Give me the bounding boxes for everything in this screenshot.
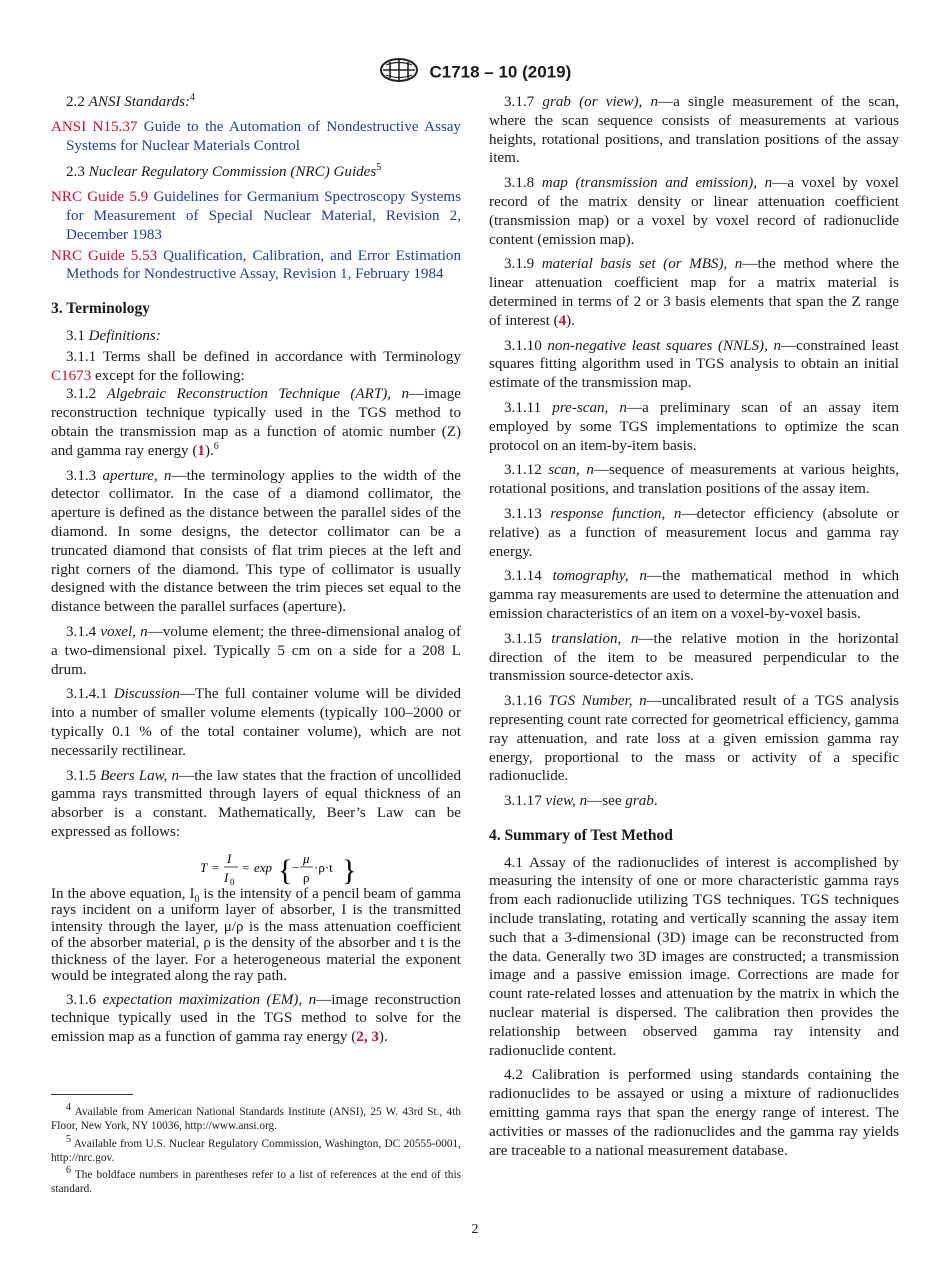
section-2-3: 2.3 Nuclear Regulatory Commission (NRC) Guides$^5$	[66, 162, 382, 181]
section-3-1-5: 3.1.5 Beers Law, n—the law states that the fraction of uncollided gamma rays transmitted through layers of equal thickness of an absorber is a constant. Mathematically, Beer’s Law can be expressed as follows:	[51, 767, 461, 840]
eq-tail: ·ρ·t	[314, 859, 333, 875]
eq-equals-1: =	[212, 859, 220, 875]
section-3-1: 3.1 Definitions:	[66, 327, 161, 344]
section-3-1-1: 3.1.1 Terms shall be defined in accordance with Terminology C1673 except for the following:	[51, 348, 461, 384]
section-3-1-8: 3.1.8 map (transmission and emission), n—a voxel by voxel record of the matrix density or linear attenuation coefficient (transmission map) or a voxel by voxel record of radionuclide content (emission map).	[489, 175, 899, 248]
section-3-1-3: 3.1.3 aperture, n—the terminology applies to the width of the detector collimator. In the case of a diamond collimator, the aperture is defined as the distance between the parallel sides of the diamond. In some designs, the detector collimator can be a truncated diamond that consists of flat trim pieces at the left and right corners of the diamond. This type of collimator is usually designed with the distance between the trim pieces set equal to the distance between the parallel surfaces (aperture).	[51, 467, 462, 616]
section-3-1-10: 3.1.10 non-negative least squares (NNLS), n—constrained least squares fitting algorithm used in TGS analysis to obtain an initial estimate of the transmission map.	[489, 337, 900, 392]
document-designation: C1718 – 10 (2019)	[429, 62, 572, 82]
ansi-title-link[interactable]: Guide to the Automation of Nondestructive Assay Systems for Nuclear Materials Control	[66, 118, 461, 154]
section-3-1-15: 3.1.15 translation, n—the relative motion in the horizontal direction of the item to be measured perpendicular to the transmission source-detector axis.	[489, 630, 900, 685]
section-3-1-4-1: 3.1.4.1 Discussion—The full container volume will be divided into a number of smaller volume elements (typically 100–2000 or typically 0.1 % of the total container volume), which are not necessarily rectilinear.	[51, 686, 461, 759]
footnote-5: $^5$ Available from U.S. Nuclear Regulatory Commission, Washington, DC 20555-0001, http://nrc.gov.	[51, 1133, 461, 1164]
ref-2-link[interactable]: 2	[356, 1029, 364, 1046]
section-3-1-17: 3.1.17 view, n—see grab.	[504, 793, 658, 810]
eq-T: T	[200, 859, 208, 875]
ref-4-link[interactable]: 4	[558, 312, 567, 329]
ansi-code-link[interactable]: ANSI N15.37	[51, 118, 138, 135]
section-3-1-9: 3.1.9 material basis set (or MBS), n—the method where the linear attenuation coefficient map for a matrix material is determined in terms of 2 or 3 basis elements that span the Z range of interest (4).	[489, 256, 899, 329]
left-column	[51, 93, 461, 1053]
nrc-guide-5-53[interactable]	[51, 247, 461, 285]
eq-exp: exp	[254, 859, 273, 875]
eq-sub-0: 0	[230, 876, 235, 887]
section-3-heading: 3. Terminology	[51, 300, 151, 318]
nrc-5-53-code-link[interactable]: NRC Guide 5.53	[51, 247, 158, 264]
section-3-1-6: 3.1.6 expectation maximization (EM), n—image reconstruction technique typically used in the TGS method to solve for the emission map as a function of gamma ray energy (2, 3).	[51, 991, 461, 1046]
footnote-4: $^4$ Available from American National Standards Institute (ANSI), 25 W. 43rd St., 4th Floor, New York, NY 10036, http://www.ansi.org.	[51, 1102, 461, 1133]
eq-minus: −	[292, 859, 300, 875]
beers-law-explanation: In the above equation, $I_0$ is the intensity of a pencil beam of gamma rays incident on a uniform layer of absorber, I is the transmitted intensity through the layer, μ/ρ is the mass attenuation coefficient of the absorber material, ρ is the density of the absorber and t is the thickness of the layer. For a heterogeneous material the exponent would be integrated along the ray path.	[51, 885, 461, 985]
right-column	[489, 93, 899, 1166]
section-3-1-7: 3.1.7 grab (or view), n—a single measurement of the scan, where the scan sequence consists of measurements at various heights, rotational positions, and translation positions of the assay item.	[489, 94, 899, 167]
page-number: 2	[471, 1222, 479, 1237]
section-4-1: 4.1 Assay of the radionuclides of interest is accomplished by measuring the intensity of one or more characteristic gamma rays from each radionuclide utilizing TGS techniques. TGS techniques include translating, rotating and vertically scanning the assay item such that a 3-dimensional (3D) image can be reconstructed from the data. Generally two 3D images are constructed; a transmission image and a passive emission image. Corrections are made for count rate-related losses and attenuation by the matrix in which the nuclear material is dispersed. The calibration then provides the relationship between observed gamma ray intensity and radionuclide content.	[489, 854, 899, 1059]
nrc-guide-5-9[interactable]	[51, 188, 461, 244]
eq-rho: ρ	[303, 869, 310, 885]
section-3-1-14: 3.1.14 tomography, n—the mathematical method in which gamma ray measurements are used to determine the attenuation and emission characteristics of an item on a voxel-by-voxel basis.	[489, 568, 900, 622]
section-3-1-4: 3.1.4 voxel, n—volume element; the three-dimensional analog of a two-dimensional pixel. Typically 5 cm on a side for a 208 L drum.	[51, 623, 461, 678]
eq-I0: I	[224, 869, 229, 885]
section-2-2: 2.2 ANSI Standards:$^4$	[66, 91, 195, 110]
c1673-link[interactable]: C1673	[51, 367, 92, 384]
ansi-reference[interactable]	[51, 118, 461, 156]
eq-mu: μ	[303, 850, 310, 866]
nrc-5-9-code-link[interactable]: NRC Guide 5.9	[51, 189, 149, 206]
section-4-2: 4.2 Calibration is performed using standards containing the radionuclides to be assayed or using a mixture of radionuclides emitting gamma rays that span the energy range of interest. The activities or masses of the radionuclides and the gamma ray yields are traceable to a national measurement database.	[489, 1067, 899, 1159]
section-3-1-11: 3.1.11 pre-scan, n—a preliminary scan of an assay item employed by some TGS implementations to optimize the scan protocol on an item-by-item basis.	[489, 399, 899, 454]
footnote-divider	[51, 1094, 133, 1095]
ref-3-link[interactable]: 3	[371, 1029, 379, 1046]
eq-equals-2: =	[242, 859, 250, 875]
section-4-heading: 4. Summary of Test Method	[489, 826, 673, 844]
section-3-1-2: 3.1.2 Algebraic Reconstruction Technique (ART), n—image reconstruction technique typically used in the TGS method to obtain the transmission map as a function of atomic number (Z) and gamma ray energy (1).$^6$	[51, 386, 461, 459]
nrc-5-9-title-link[interactable]: Guidelines for Germanium Spectroscopy Systems for Measurement of Special Nuclear Material, Revision 2, December 1983	[66, 189, 462, 243]
nrc-5-53-title-link[interactable]: Qualification, Calibration, and Error Estimation Methods for Nondestructive Assay, Revision 1, February 1984	[66, 247, 461, 283]
eq-I: I	[227, 850, 232, 866]
ref-1-link[interactable]: 1	[197, 442, 205, 459]
eq-right-brace: }	[342, 853, 356, 887]
beers-law-equation	[91, 846, 461, 886]
section-3-1-12: 3.1.12 scan, n—sequence of measurements at various heights, rotational positions, and translation positions of the assay item.	[489, 462, 899, 498]
page-header	[0, 57, 950, 88]
footnote-6: $^6$ The boldface numbers in parentheses refer to a list of references at the end of this standard.	[51, 1165, 461, 1196]
astm-logo-icon	[379, 57, 419, 88]
footnotes	[51, 1102, 461, 1200]
eq-left-brace: {	[278, 853, 293, 887]
section-3-1-16: 3.1.16 TGS Number, n—uncalibrated result of a TGS analysis representing count rate corrected for geometrical efficiency, gamma ray attenuation, and rate loss at a given emission gamma ray energy, proportional to the mass or activity of a specific radionuclide.	[489, 693, 900, 785]
section-3-1-13: 3.1.13 response function, n—detector efficiency (absolute or relative) as a function of measurement locus and gamma ray energy.	[489, 505, 899, 560]
